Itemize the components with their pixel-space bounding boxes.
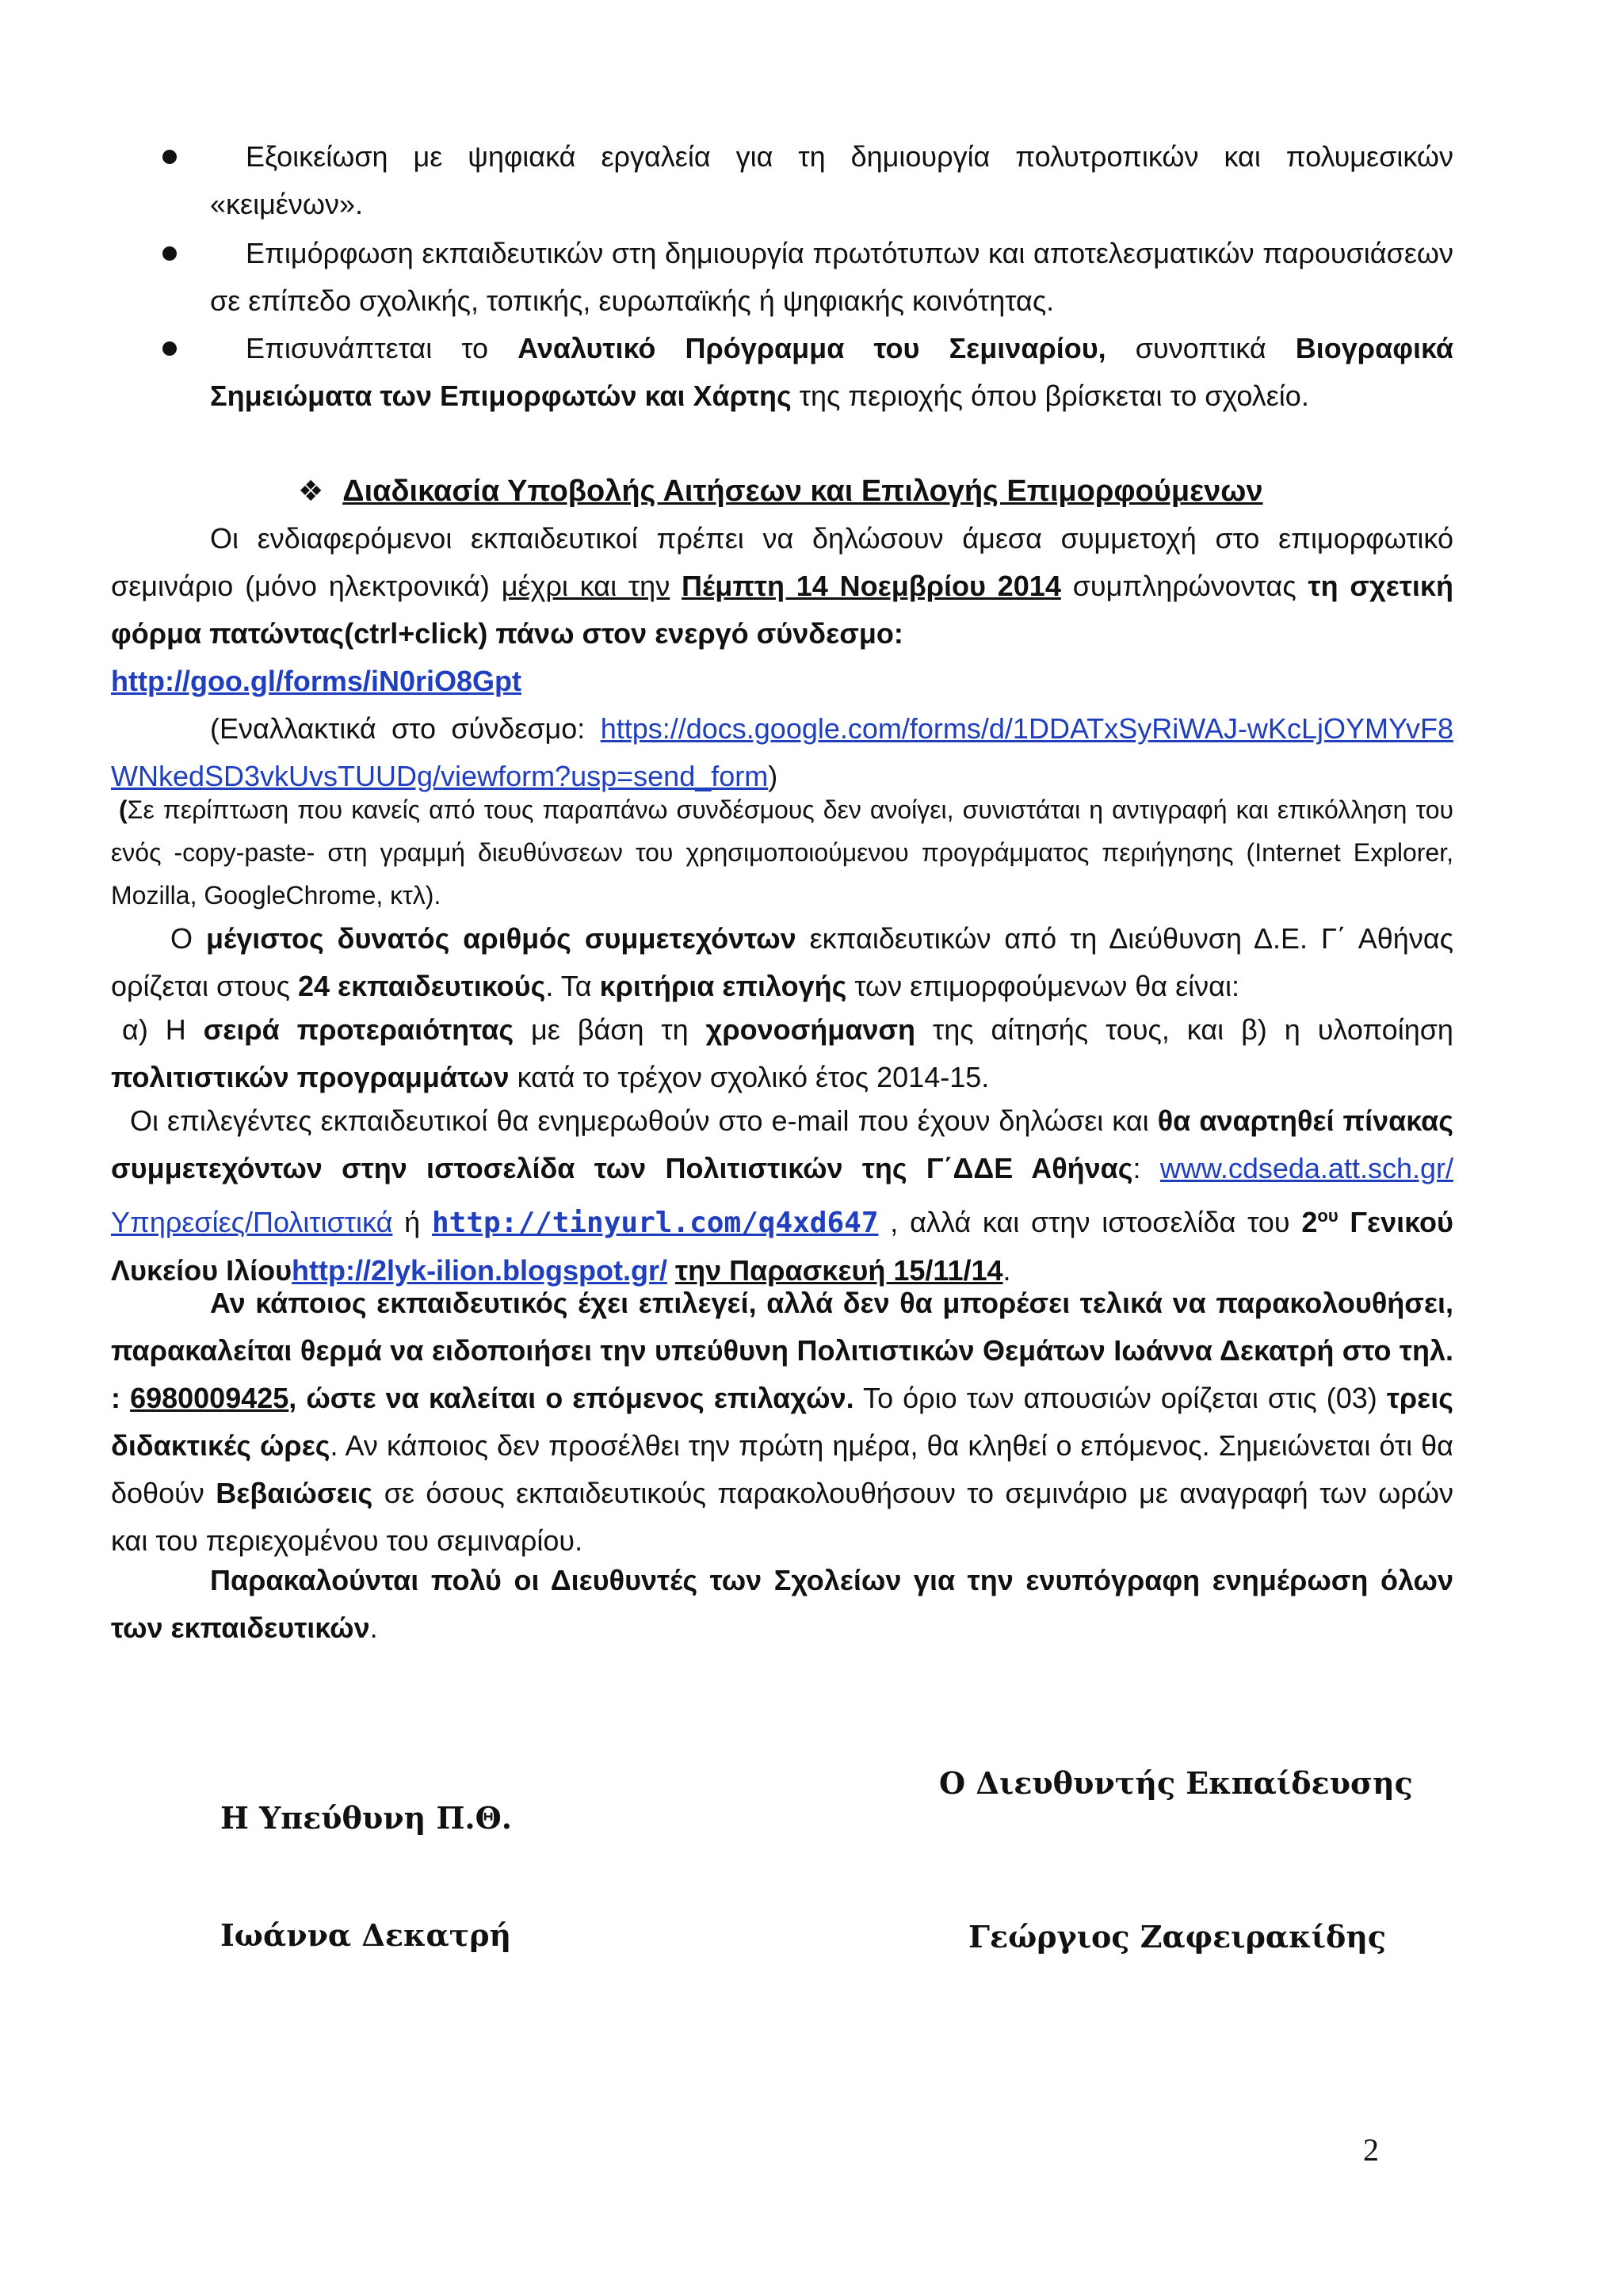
paragraph-bold-text: σειρά προτεραιότητας xyxy=(203,1013,514,1046)
paragraph-text: : xyxy=(1132,1152,1141,1184)
paragraph-bold-text: Παρακαλούνται πολύ οι Διευθυντές των Σχολείων για την ενυπόγραφη ενημέρωση όλων των εκπαιδευτικών xyxy=(111,1564,1453,1644)
paragraph-bold-text: πολιτιστικών προγραμμάτων xyxy=(111,1061,510,1093)
paragraph-text: . Αν κάποιος δεν προσέλθει την πρώτη ημέρα, θα κληθεί ο επόμενος. Σημειώνεται ότι θα δοθούν xyxy=(111,1429,1453,1509)
announcement-date: την Παρασκευή 15/11/14 xyxy=(675,1254,1003,1287)
paragraph-absence-policy xyxy=(111,1280,1453,1565)
paragraph-text: α) Η xyxy=(122,1013,186,1046)
paragraph-bold-text: , ώστε να καλείται ο επόμενος επιλαχών. xyxy=(288,1382,854,1414)
section-title: Διαδικασία Υποβολής Αιτήσεων και Επιλογής Επιμορφούμενων xyxy=(342,475,1263,508)
deadline-underlined-text: μέχρι και την xyxy=(501,570,670,602)
paragraph-text: Ο xyxy=(170,922,193,955)
bullet-text: Εξοικείωση με ψηφιακά εργαλεία για τη δημιουργία πολυτροπικών και πολυμεσικών «κειμένων». xyxy=(210,140,1453,220)
paragraph-text: εκπαιδευτικών από τη Διεύθυνση Δ.Ε. Γ΄ Αθήνας ορίζεται στους xyxy=(111,922,1453,1002)
bullet-bold-text: Βιογραφικά Σημειώματα των Επιμορφωτών και Χάρτης xyxy=(210,332,1453,412)
bullet-item-2 xyxy=(210,230,1453,325)
superscript-text: ου xyxy=(1317,1206,1338,1226)
paragraph-bold-text: 24 εκπαιδευτικούς xyxy=(297,970,546,1002)
section-heading xyxy=(298,467,1263,515)
bullet-text: Επιμόρφωση εκπαιδευτικών στη δημιουργία πρωτότυπων και αποτελεσματικών παρουσιάσεων σε επίπεδο σχολικής, τοπικής, ευρωπαϊκής ή ψηφιακής κοινότητας. xyxy=(210,237,1453,317)
paragraph-bold-text: χρονοσήμανση xyxy=(705,1013,916,1046)
right-signature-title: Ο Διευθυντής Εκπαίδευσης xyxy=(939,1765,1413,1801)
form-link[interactable]: http://goo.gl/forms/iN0riO8Gpt xyxy=(111,665,521,697)
paragraph-text: Οι επιλεγέντες εκπαιδευτικοί θα ενημερωθούν στο e-mail που έχουν δηλώσει και xyxy=(130,1104,1149,1137)
bullet-dot-icon xyxy=(162,341,177,356)
bullet-dot-icon xyxy=(162,150,177,164)
bullet-item-3 xyxy=(210,325,1453,420)
paragraph-text: με βάση τη xyxy=(531,1013,689,1046)
paragraph-text: Το όριο των απουσιών ορίζεται στις (03) xyxy=(863,1382,1377,1414)
bullet-text: συνοπτικά xyxy=(1135,332,1266,364)
diamond-bullet-icon: ❖ xyxy=(298,475,324,507)
left-signature-title: Η Υπεύθυνη Π.Θ. xyxy=(220,1800,512,1836)
paragraph-bold-text: Γενικού Λυκείου Ιλίου xyxy=(111,1206,1453,1287)
paragraph-bold-text: τρεις διδακτικές ώρες xyxy=(111,1382,1453,1462)
bullet-dot-icon xyxy=(162,246,177,261)
paragraph-text: , αλλά και στην ιστοσελίδα του xyxy=(890,1206,1290,1238)
paragraph-text: ) xyxy=(768,760,778,792)
paragraph-text: . Τα xyxy=(545,970,592,1002)
bullet-bold-text: Αναλυτικό Πρόγραμμα του Σεμιναρίου, xyxy=(517,332,1106,364)
tinyurl-link[interactable]: http://tinyurl.com/q4xd647 xyxy=(431,1207,879,1239)
paragraph-bold-text: ( xyxy=(119,795,128,824)
paragraph-text: συμπληρώνοντας xyxy=(1072,570,1296,602)
alternative-form-link[interactable]: https://docs.google.com/forms/d/1DDATxSyRiWAJ-wKcLjOYMYvF8WNkedSD3vkUvsTUUDg/viewform?usp=send_form xyxy=(111,712,1453,792)
paragraph-directors-request xyxy=(111,1557,1453,1652)
phone-number: 6980009425 xyxy=(130,1382,289,1414)
paragraph-bold-text: Βεβαιώσεις xyxy=(216,1477,373,1509)
school-blog-link[interactable]: http://2lyk-ilion.blogspot.gr/ xyxy=(292,1254,668,1287)
paragraph-text: Σε περίπτωση που κανείς από τους παραπάνω συνδέσμους δεν ανοίγει, συνιστάται η αντιγραφή και επικόλληση του ενός -copy-paste- στη γραμμή διευθύνσεων του χρησιμοποιούμενου προγράμματος περιήγησης (Internet Explorer, Mozilla, GoogleChrome, κτλ). xyxy=(111,795,1453,910)
paragraph-criteria xyxy=(111,1006,1453,1101)
paragraph-text: ή xyxy=(404,1206,421,1238)
bullet-item-1 xyxy=(210,133,1453,228)
page-number: 2 xyxy=(1363,2132,1379,2168)
paragraph-registration xyxy=(111,515,1453,705)
paragraph-text: . xyxy=(369,1611,378,1644)
cdseda-link[interactable]: www.cdseda.att.sch.gr/Υπηρεσίες/Πολιτιστικά xyxy=(111,1152,1453,1238)
bullet-text: Επισυνάπτεται το xyxy=(246,332,489,364)
paragraph-alternative-link xyxy=(111,705,1453,800)
paragraph-text: (Εναλλακτικά στο σύνδεσμο: xyxy=(210,712,586,745)
paragraph-bold-text: μέγιστος δυνατός αριθμός συμμετεχόντων xyxy=(205,922,796,955)
left-signature-name: Ιωάννα Δεκατρή xyxy=(220,1917,512,1953)
paragraph-text: σε όσους εκπαιδευτικούς παρακολουθήσουν το σεμινάριο με αναγραφή των ωρών και του περιεχομένου του σεμιναρίου. xyxy=(111,1477,1453,1557)
paragraph-max-participants xyxy=(111,915,1453,1010)
paragraph-text: κατά το τρέχον σχολικό έτος 2014-15. xyxy=(517,1061,990,1093)
paragraph-bold-text: κριτήρια επιλογής xyxy=(599,970,847,1002)
paragraph-text: της αίτησής τους, και β) η υλοποίηση xyxy=(932,1013,1453,1046)
right-signature-name: Γεώργιος Ζαφειρακίδης xyxy=(968,1919,1387,1955)
paragraph-text: . xyxy=(1002,1254,1011,1287)
paragraph-text: των επιμορφούμενων θα είναι: xyxy=(854,970,1239,1002)
paragraph-bold-text: Αν κάποιος εκπαιδευτικός έχει επιλεγεί, αλλά δεν θα μπορέσει τελικά να παρακολουθήσει, παρακαλείται θερμά να ειδοποιήσει την υπεύθυνη Πολιτιστικών Θεμάτων Ιωάννα Δεκατρή στο τηλ. : xyxy=(111,1287,1453,1414)
paragraph-announcement xyxy=(111,1097,1453,1295)
paragraph-copy-paste-note xyxy=(111,788,1453,917)
deadline-date: Πέμπτη 14 Νοεμβρίου 2014 xyxy=(682,570,1061,602)
paragraph-bold-text: τη σχετική φόρμα πατώντας(ctrl+click) πάνω στον ενεργό σύνδεσμο: xyxy=(111,570,1453,650)
bullet-text: της περιοχής όπου βρίσκεται το σχολείο. xyxy=(799,379,1309,412)
paragraph-bold-text: 2 xyxy=(1301,1206,1318,1238)
paragraph-text: Οι ενδιαφερόμενοι εκπαιδευτικοί πρέπει να δηλώσουν άμεσα συμμετοχή στο επιμορφωτικό σεμινάριο (μόνο ηλεκτρονικά) xyxy=(111,522,1453,602)
paragraph-bold-text: θα αναρτηθεί πίνακας συμμετεχόντων στην ιστοσελίδα των Πολιτιστικών της Γ΄ΔΔΕ Αθήνας xyxy=(111,1104,1453,1184)
